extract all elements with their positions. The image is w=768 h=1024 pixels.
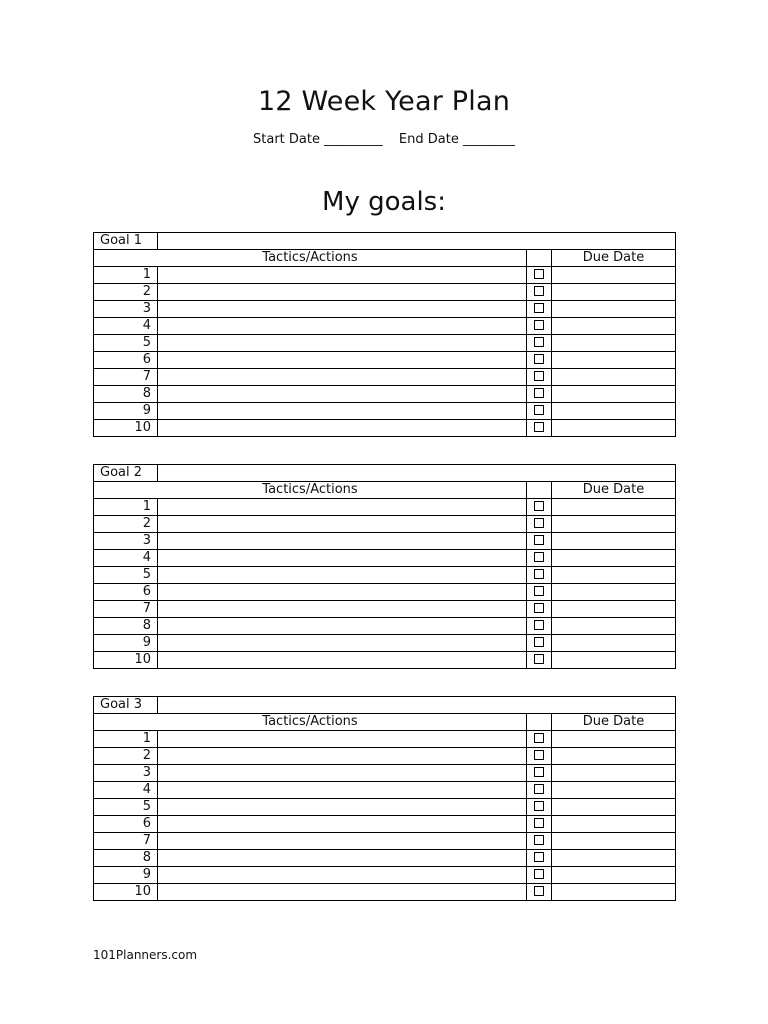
- table-row: [94, 267, 676, 284]
- tactic-input-cell[interactable]: [158, 267, 527, 284]
- due-date-input-cell[interactable]: [552, 499, 676, 516]
- goal-input-cell[interactable]: [158, 465, 676, 482]
- tactic-input-cell[interactable]: [158, 550, 527, 567]
- due-date-input-cell[interactable]: [552, 352, 676, 369]
- row-number: 10: [94, 884, 158, 901]
- checkbox-cell: [527, 731, 552, 748]
- tactics-header: Tactics/Actions: [94, 482, 527, 499]
- due-date-input-cell[interactable]: [552, 799, 676, 816]
- checkbox-cell: [527, 601, 552, 618]
- tactic-input-cell[interactable]: [158, 352, 527, 369]
- due-date-input-cell[interactable]: [552, 635, 676, 652]
- tactic-input-cell[interactable]: [158, 884, 527, 901]
- due-date-header: Due Date: [552, 714, 676, 731]
- due-date-input-cell[interactable]: [552, 850, 676, 867]
- due-date-input-cell[interactable]: [552, 420, 676, 437]
- table-row: [94, 748, 676, 765]
- due-date-input-cell[interactable]: [552, 584, 676, 601]
- header-row: [94, 714, 676, 731]
- row-number: 8: [94, 618, 158, 635]
- due-date-input-cell[interactable]: [552, 618, 676, 635]
- row-number: 2: [94, 516, 158, 533]
- row-number: 1: [94, 731, 158, 748]
- checkbox[interactable]: [534, 886, 544, 896]
- due-date-input-cell[interactable]: [552, 516, 676, 533]
- checkbox-cell: [527, 765, 552, 782]
- tactic-input-cell[interactable]: [158, 499, 527, 516]
- checkbox[interactable]: [534, 286, 544, 296]
- goal-table-3: [93, 696, 676, 901]
- end-date-blank[interactable]: ________: [462, 132, 515, 147]
- page-title: 12 Week Year Plan: [257, 86, 511, 117]
- goal-row: [94, 697, 676, 714]
- due-date-input-cell[interactable]: [552, 550, 676, 567]
- table-row: [94, 731, 676, 748]
- tactic-input-cell[interactable]: [158, 850, 527, 867]
- header-row: [94, 250, 676, 267]
- checkbox-cell: [527, 618, 552, 635]
- goal-table-2: [93, 464, 676, 669]
- checkbox-cell: [527, 420, 552, 437]
- start-date-label: Start Date: [253, 132, 320, 147]
- checkbox-cell: [527, 635, 552, 652]
- tactic-input-cell[interactable]: [158, 403, 527, 420]
- check-header: [527, 482, 552, 499]
- tactic-input-cell[interactable]: [158, 567, 527, 584]
- checkbox-cell: [527, 301, 552, 318]
- tactic-input-cell[interactable]: [158, 386, 527, 403]
- checkbox[interactable]: [534, 535, 544, 545]
- checkbox[interactable]: [534, 518, 544, 528]
- table-row: [94, 816, 676, 833]
- row-number: 10: [94, 652, 158, 669]
- tactic-input-cell[interactable]: [158, 652, 527, 669]
- end-date-label: End Date: [398, 132, 459, 147]
- row-number: 7: [94, 369, 158, 386]
- due-date-input-cell[interactable]: [552, 782, 676, 799]
- due-date-input-cell[interactable]: [552, 884, 676, 901]
- tactic-input-cell[interactable]: [158, 799, 527, 816]
- row-number: 5: [94, 799, 158, 816]
- checkbox-cell: [527, 782, 552, 799]
- table-row: [94, 516, 676, 533]
- checkbox[interactable]: [534, 733, 544, 743]
- table-row: [94, 618, 676, 635]
- checkbox[interactable]: [534, 371, 544, 381]
- tactics-header: Tactics/Actions: [94, 714, 527, 731]
- footer-brand: 101Planners.com: [93, 948, 198, 962]
- goal-input-cell[interactable]: [158, 697, 676, 714]
- goal-label: Goal 3: [94, 697, 158, 714]
- tactics-header: Tactics/Actions: [94, 250, 527, 267]
- checkbox[interactable]: [534, 637, 544, 647]
- row-number: 10: [94, 420, 158, 437]
- checkbox[interactable]: [534, 869, 544, 879]
- check-header: [527, 250, 552, 267]
- tactic-input-cell[interactable]: [158, 420, 527, 437]
- checkbox-cell: [527, 499, 552, 516]
- checkbox-cell: [527, 567, 552, 584]
- checkbox[interactable]: [534, 818, 544, 828]
- tactic-input-cell[interactable]: [158, 765, 527, 782]
- tactic-input-cell[interactable]: [158, 318, 527, 335]
- due-date-input-cell[interactable]: [552, 731, 676, 748]
- due-date-header: Due Date: [552, 250, 676, 267]
- tactic-input-cell[interactable]: [158, 335, 527, 352]
- table-row: [94, 799, 676, 816]
- checkbox-cell: [527, 652, 552, 669]
- checkbox[interactable]: [534, 801, 544, 811]
- checkbox[interactable]: [534, 303, 544, 313]
- due-date-input-cell[interactable]: [552, 652, 676, 669]
- start-date-blank[interactable]: _________: [324, 132, 383, 147]
- tactic-input-cell[interactable]: [158, 748, 527, 765]
- row-number: 9: [94, 635, 158, 652]
- checkbox-cell: [527, 833, 552, 850]
- due-date-input-cell[interactable]: [552, 403, 676, 420]
- table-row: [94, 403, 676, 420]
- table-row: [94, 369, 676, 386]
- checkbox[interactable]: [534, 586, 544, 596]
- date-line: [0, 132, 768, 147]
- table-row: [94, 301, 676, 318]
- row-number: 2: [94, 748, 158, 765]
- goal-label: Goal 1: [94, 233, 158, 250]
- row-number: 8: [94, 850, 158, 867]
- table-row: [94, 386, 676, 403]
- row-number: 4: [94, 550, 158, 567]
- checkbox[interactable]: [534, 337, 544, 347]
- checkbox[interactable]: [534, 603, 544, 613]
- checkbox-cell: [527, 318, 552, 335]
- due-date-input-cell[interactable]: [552, 318, 676, 335]
- row-number: 7: [94, 833, 158, 850]
- tactic-input-cell[interactable]: [158, 782, 527, 799]
- checkbox[interactable]: [534, 501, 544, 511]
- checkbox-cell: [527, 799, 552, 816]
- tactic-input-cell[interactable]: [158, 301, 527, 318]
- checkbox-cell: [527, 352, 552, 369]
- due-date-input-cell[interactable]: [552, 748, 676, 765]
- due-date-input-cell[interactable]: [552, 301, 676, 318]
- table-row: [94, 850, 676, 867]
- goals-heading: My goals:: [322, 187, 446, 217]
- row-number: 5: [94, 335, 158, 352]
- row-number: 6: [94, 584, 158, 601]
- checkbox[interactable]: [534, 552, 544, 562]
- checkbox[interactable]: [534, 354, 544, 364]
- due-date-input-cell[interactable]: [552, 601, 676, 618]
- goal-input-cell[interactable]: [158, 233, 676, 250]
- checkbox-cell: [527, 816, 552, 833]
- row-number: 4: [94, 318, 158, 335]
- due-date-input-cell[interactable]: [552, 533, 676, 550]
- checkbox-cell: [527, 748, 552, 765]
- checkbox-cell: [527, 550, 552, 567]
- table-row: [94, 533, 676, 550]
- row-number: 4: [94, 782, 158, 799]
- row-number: 5: [94, 567, 158, 584]
- checkbox-cell: [527, 267, 552, 284]
- table-row: [94, 867, 676, 884]
- row-number: 6: [94, 352, 158, 369]
- checkbox[interactable]: [534, 422, 544, 432]
- table-row: [94, 601, 676, 618]
- tactic-input-cell[interactable]: [158, 618, 527, 635]
- checkbox-cell: [527, 386, 552, 403]
- tactic-input-cell[interactable]: [158, 284, 527, 301]
- tactic-input-cell[interactable]: [158, 867, 527, 884]
- checkbox[interactable]: [534, 750, 544, 760]
- table-row: [94, 567, 676, 584]
- tactic-input-cell[interactable]: [158, 635, 527, 652]
- goal-row: [94, 465, 676, 482]
- checkbox-cell: [527, 884, 552, 901]
- table-row: [94, 765, 676, 782]
- table-row: [94, 284, 676, 301]
- checkbox-cell: [527, 516, 552, 533]
- row-number: 2: [94, 284, 158, 301]
- checkbox[interactable]: [534, 620, 544, 630]
- due-date-input-cell[interactable]: [552, 386, 676, 403]
- checkbox[interactable]: [534, 320, 544, 330]
- tactic-input-cell[interactable]: [158, 601, 527, 618]
- due-date-input-cell[interactable]: [552, 369, 676, 386]
- row-number: 8: [94, 386, 158, 403]
- table-row: [94, 782, 676, 799]
- row-number: 3: [94, 301, 158, 318]
- table-row: [94, 635, 676, 652]
- due-date-input-cell[interactable]: [552, 765, 676, 782]
- checkbox-cell: [527, 850, 552, 867]
- row-number: 3: [94, 533, 158, 550]
- due-date-input-cell[interactable]: [552, 816, 676, 833]
- table-row: [94, 652, 676, 669]
- tactic-input-cell[interactable]: [158, 816, 527, 833]
- checkbox-cell: [527, 584, 552, 601]
- checkbox-cell: [527, 867, 552, 884]
- tactic-input-cell[interactable]: [158, 833, 527, 850]
- checkbox[interactable]: [534, 269, 544, 279]
- checkbox[interactable]: [534, 405, 544, 415]
- row-number: 1: [94, 499, 158, 516]
- table-row: [94, 884, 676, 901]
- due-date-input-cell[interactable]: [552, 867, 676, 884]
- checkbox[interactable]: [534, 388, 544, 398]
- table-row: [94, 550, 676, 567]
- due-date-input-cell[interactable]: [552, 267, 676, 284]
- checkbox-cell: [527, 369, 552, 386]
- table-row: [94, 499, 676, 516]
- row-number: 1: [94, 267, 158, 284]
- goal-row: [94, 233, 676, 250]
- table-row: [94, 420, 676, 437]
- table-row: [94, 352, 676, 369]
- due-date-header: Due Date: [552, 482, 676, 499]
- check-header: [527, 714, 552, 731]
- header-row: [94, 482, 676, 499]
- checkbox-cell: [527, 335, 552, 352]
- table-row: [94, 318, 676, 335]
- tactic-input-cell[interactable]: [158, 584, 527, 601]
- checkbox[interactable]: [534, 767, 544, 777]
- row-number: 9: [94, 867, 158, 884]
- table-row: [94, 833, 676, 850]
- checkbox[interactable]: [534, 784, 544, 794]
- checkbox-cell: [527, 403, 552, 420]
- tactic-input-cell[interactable]: [158, 731, 527, 748]
- due-date-input-cell[interactable]: [552, 284, 676, 301]
- due-date-input-cell[interactable]: [552, 335, 676, 352]
- tactic-input-cell[interactable]: [158, 369, 527, 386]
- table-row: [94, 584, 676, 601]
- row-number: 6: [94, 816, 158, 833]
- tactic-input-cell[interactable]: [158, 516, 527, 533]
- row-number: 7: [94, 601, 158, 618]
- row-number: 3: [94, 765, 158, 782]
- due-date-input-cell[interactable]: [552, 833, 676, 850]
- table-row: [94, 335, 676, 352]
- checkbox[interactable]: [534, 654, 544, 664]
- row-number: 9: [94, 403, 158, 420]
- goal-table-1: [93, 232, 676, 437]
- checkbox[interactable]: [534, 569, 544, 579]
- checkbox-cell: [527, 533, 552, 550]
- checkbox[interactable]: [534, 835, 544, 845]
- goal-label: Goal 2: [94, 465, 158, 482]
- tactic-input-cell[interactable]: [158, 533, 527, 550]
- checkbox-cell: [527, 284, 552, 301]
- due-date-input-cell[interactable]: [552, 567, 676, 584]
- checkbox[interactable]: [534, 852, 544, 862]
